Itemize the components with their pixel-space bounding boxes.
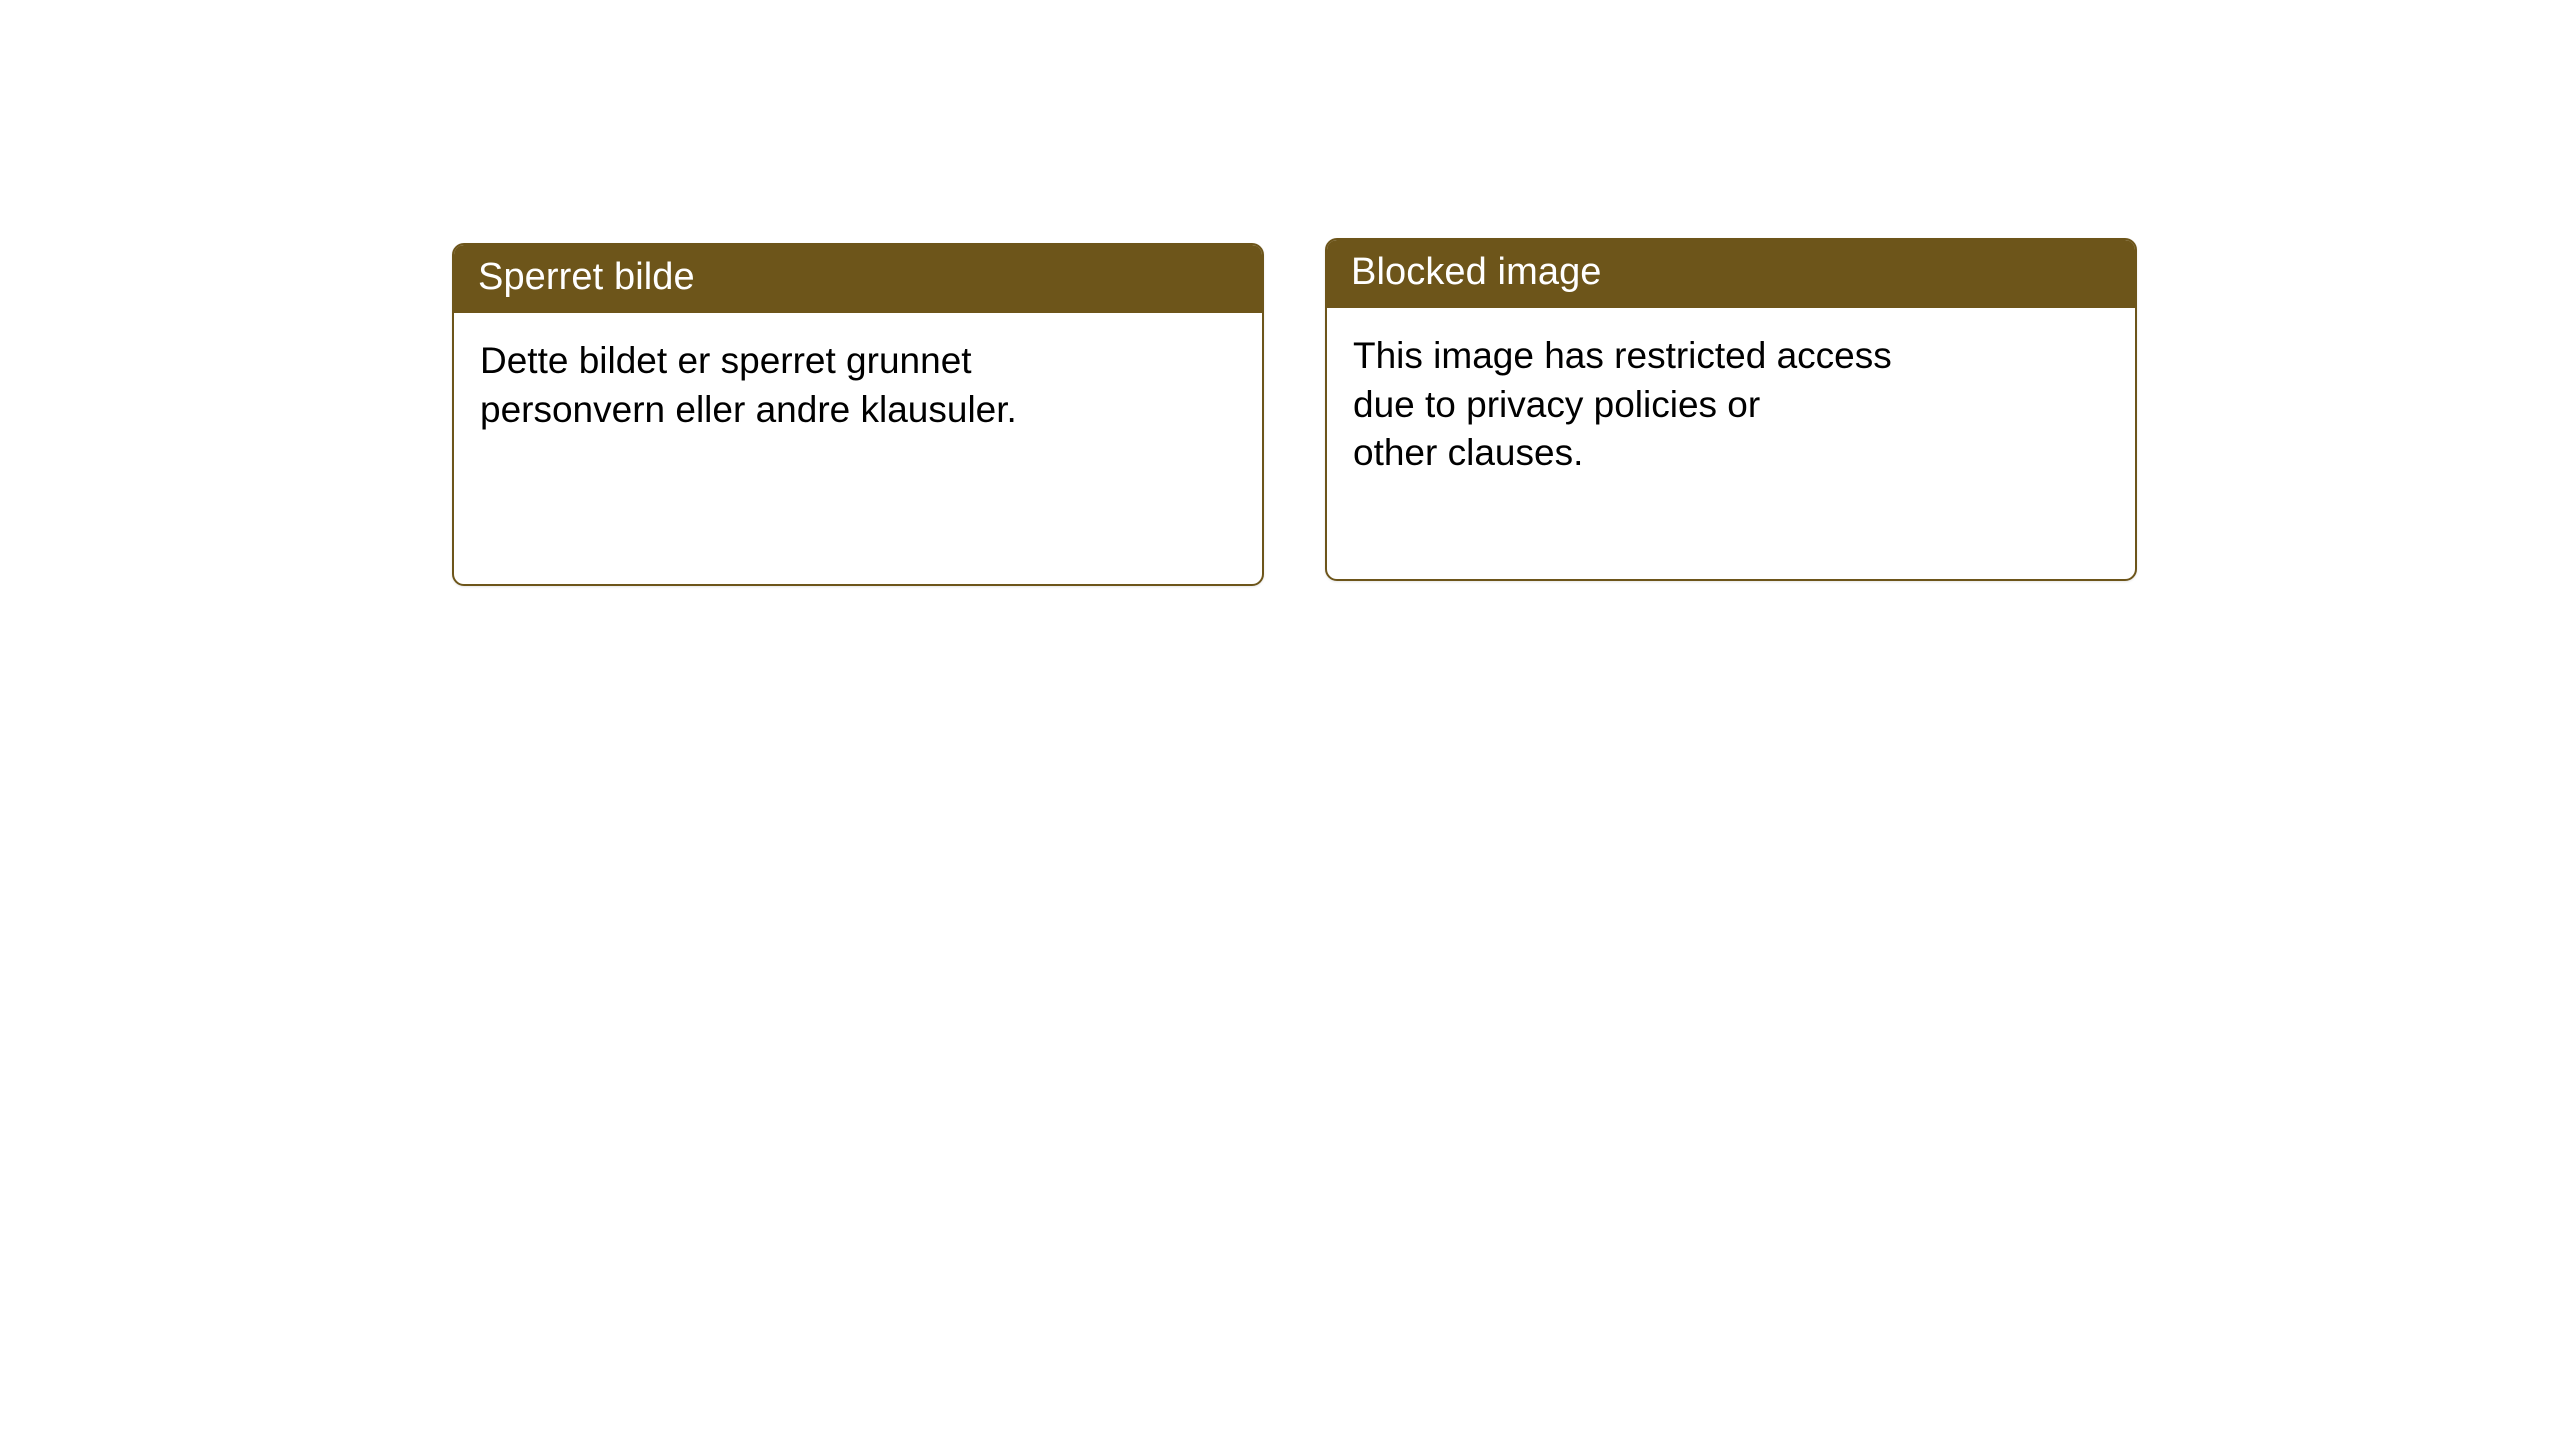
blocked-image-notice-card-en: [1325, 238, 2137, 581]
card-body-en: [1327, 308, 2135, 498]
card-body-line: This image has restricted access: [1353, 334, 1892, 376]
card-body-line: Dette bildet er sperret grunnet: [480, 339, 972, 381]
card-body-line: due to privacy policies or: [1353, 383, 1761, 425]
blocked-image-notice-card-no: [452, 243, 1264, 586]
card-title-en: Blocked image: [1327, 240, 2135, 308]
card-body-no: [454, 313, 1262, 455]
card-title-no: Sperret bilde: [454, 245, 1262, 313]
card-body-line: personvern eller andre klausuler.: [480, 388, 1017, 430]
card-body-line: other clauses.: [1353, 432, 1584, 474]
